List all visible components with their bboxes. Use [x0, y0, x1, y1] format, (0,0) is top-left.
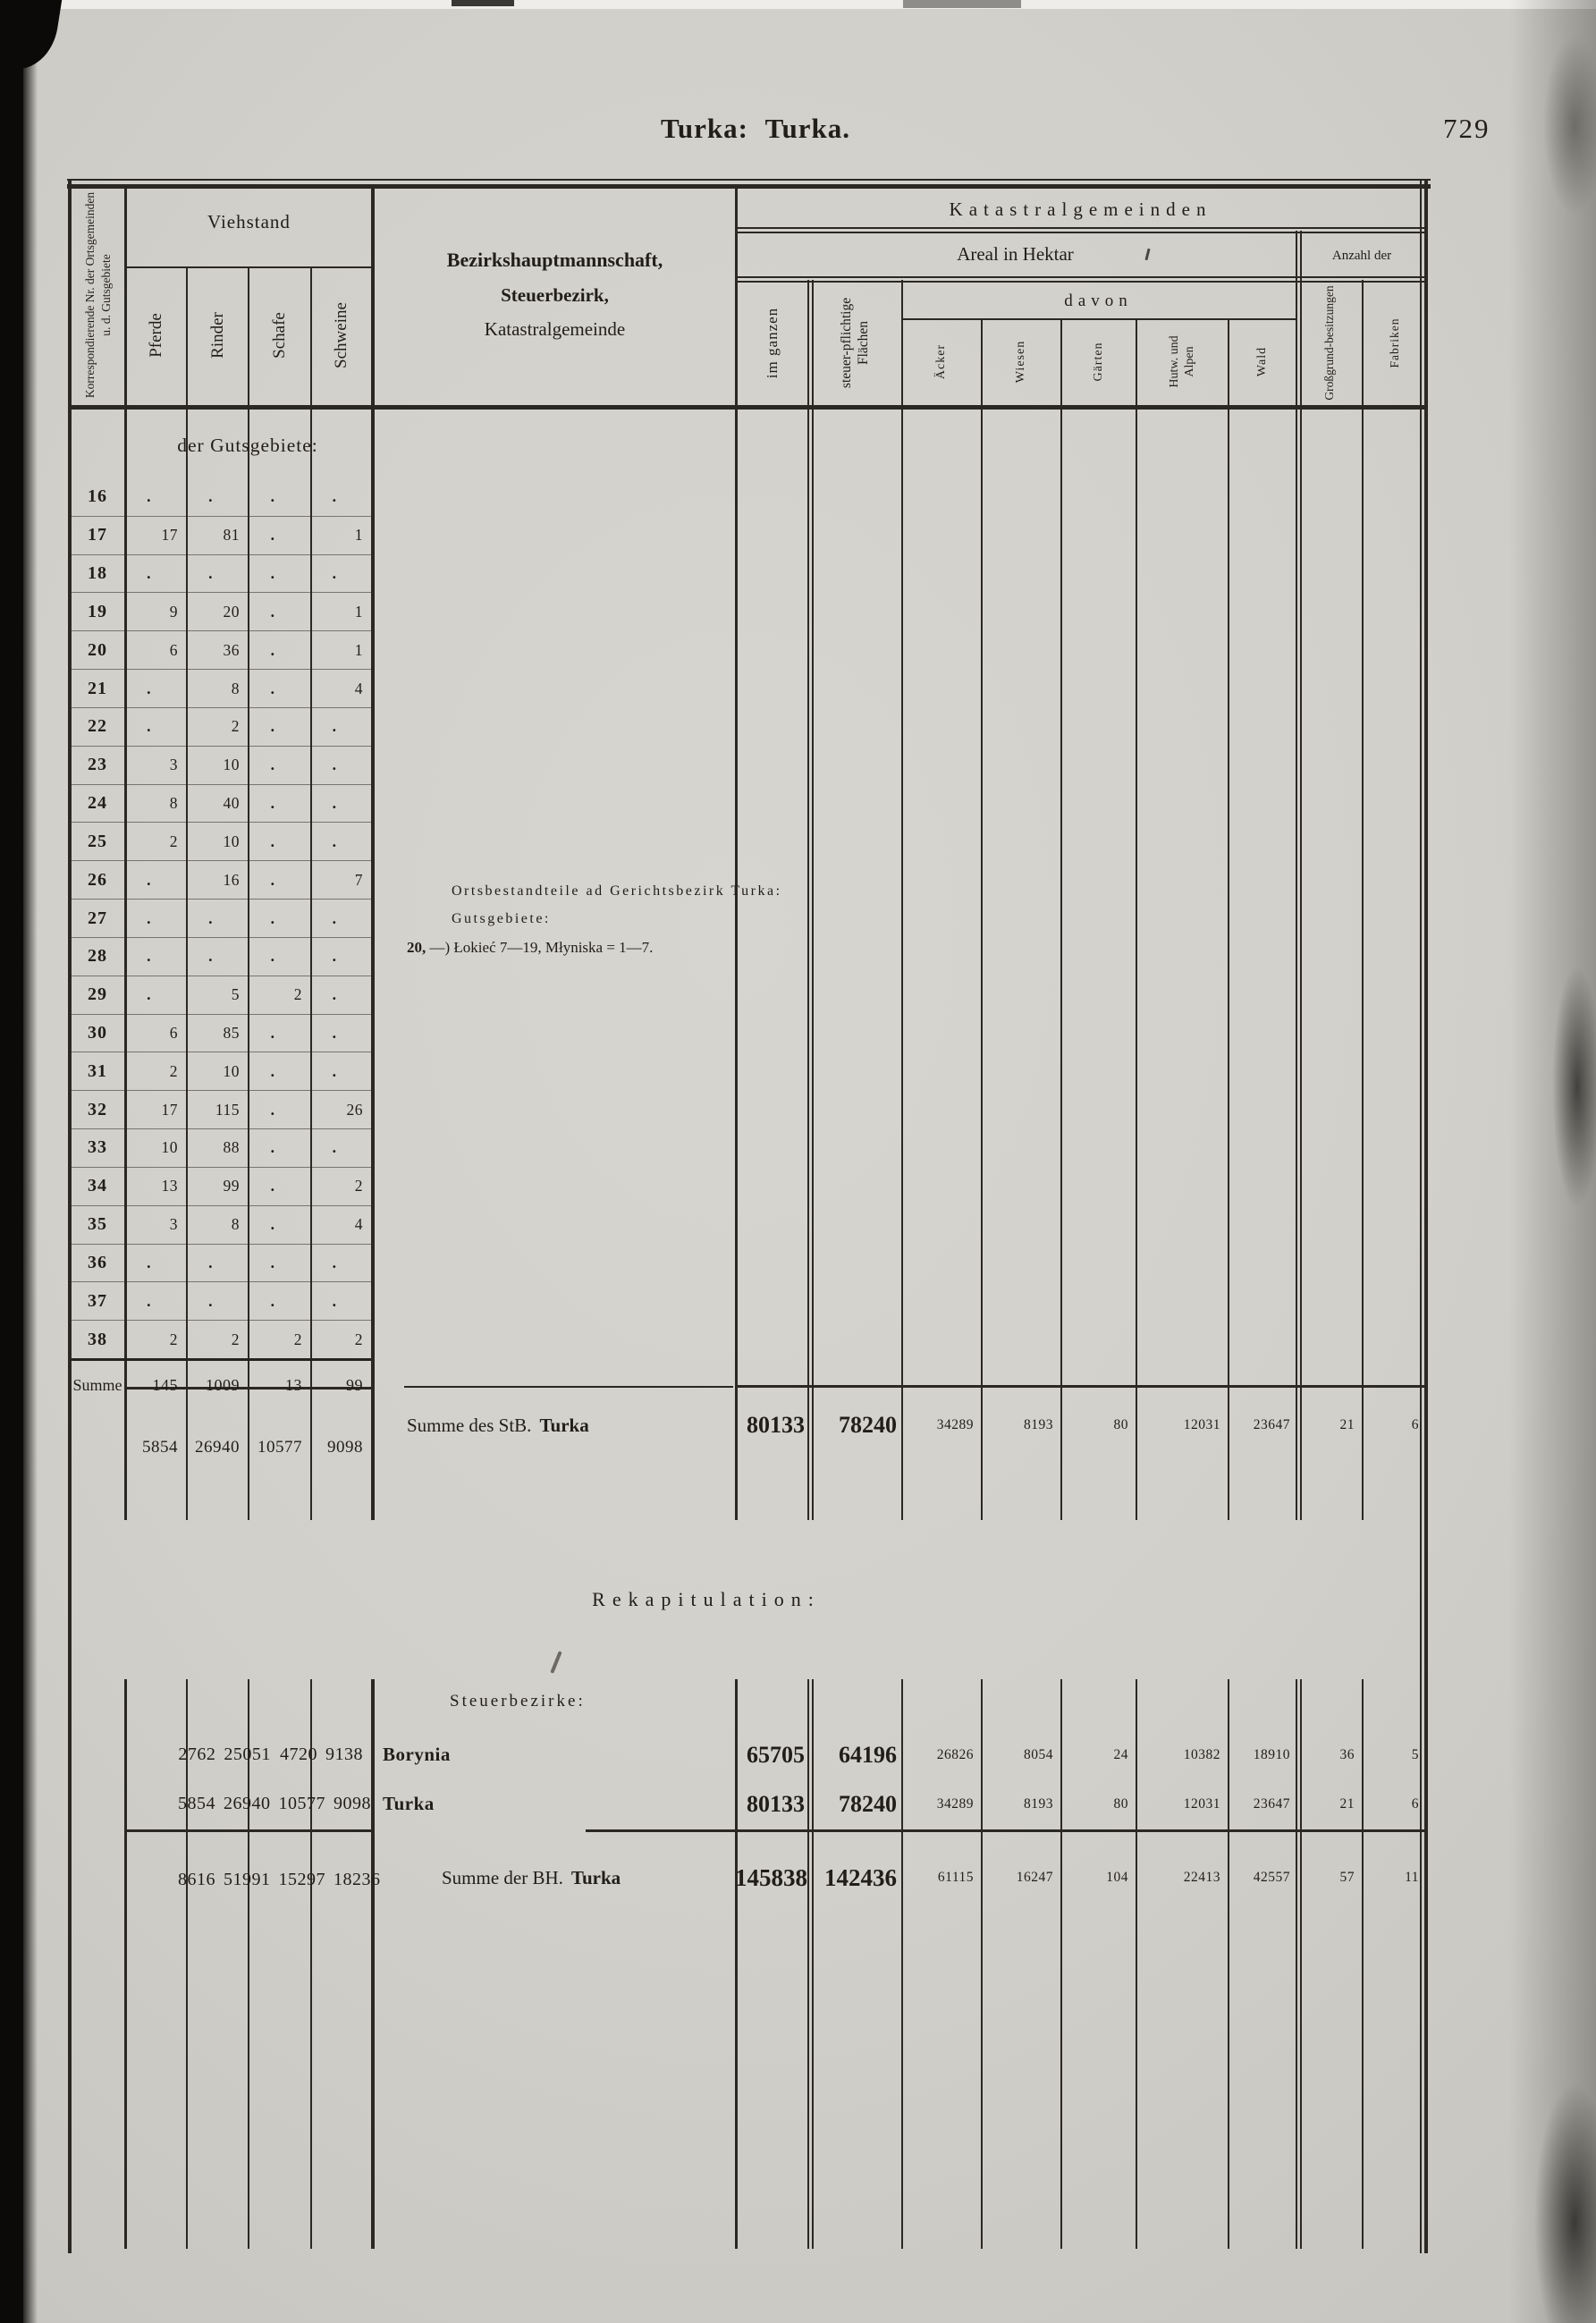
- row-number: 27: [88, 908, 107, 928]
- row-number: 31: [88, 1060, 107, 1081]
- steuerpflichtige-value: 64196: [839, 1741, 897, 1768]
- page-title-place: Turka.: [764, 113, 850, 144]
- rinder-column-header: Rinder: [207, 312, 227, 359]
- stb-livestock-row: [71, 1422, 371, 1474]
- rinder-value: 81: [223, 526, 240, 545]
- pferde-value: .: [147, 717, 151, 736]
- table-row: [71, 747, 371, 785]
- wiesen-column-header: Wiesen: [1014, 340, 1027, 384]
- row-number: 18: [88, 563, 107, 584]
- schafe-value: .: [270, 602, 275, 621]
- table-row: [71, 823, 371, 861]
- rinder-value: .: [208, 1253, 213, 1271]
- pferde-value: .: [147, 908, 151, 927]
- schweine-value: 26: [346, 1100, 363, 1119]
- im-ganzen-value: 65705: [747, 1741, 805, 1768]
- schafe-value: .: [270, 756, 275, 774]
- rule: [71, 405, 1426, 410]
- rinder-value: 10: [223, 832, 240, 850]
- table-row: [71, 517, 371, 555]
- row-number: 23: [88, 755, 107, 775]
- stb-summary-label-prefix: Summe des StB.: [407, 1414, 532, 1436]
- stb-rinder: 26940: [195, 1438, 240, 1457]
- schafe-value: .: [270, 832, 275, 850]
- wiesen-value: 8193: [1024, 1795, 1053, 1812]
- aecker-value: 34289: [936, 1795, 974, 1812]
- grossgrund-value: 36: [1339, 1746, 1355, 1762]
- schweine-value: .: [332, 794, 337, 813]
- bh-total-areal-row: [735, 1836, 1426, 1920]
- scan-smudge: [1552, 966, 1596, 1207]
- rinder-value: 99: [223, 1177, 240, 1195]
- schafe-value: .: [270, 1024, 275, 1042]
- stb-grossgrund: 21: [1339, 1417, 1355, 1432]
- rule: [67, 179, 1431, 181]
- table-row: [71, 1168, 371, 1206]
- schafe-value: .: [270, 794, 275, 813]
- table-row: [71, 1206, 371, 1245]
- main-column-header-line1: Bezirkshauptmannschaft,: [446, 249, 663, 271]
- stb-areal-row: [735, 1399, 1426, 1451]
- schafe-value: .: [270, 1061, 275, 1080]
- stb-im-ganzen: 80133: [747, 1412, 805, 1438]
- table-row: [71, 976, 371, 1015]
- pferde-value: .: [147, 1253, 151, 1271]
- rule: [371, 184, 375, 1520]
- stb-wald: 23647: [1253, 1417, 1290, 1432]
- table-row: [71, 785, 371, 824]
- schweine-total: 18236: [334, 1869, 381, 1889]
- pferde-value: 5854: [178, 1794, 215, 1813]
- schweine-value: 4: [354, 679, 363, 697]
- schweine-value: 1: [354, 526, 363, 545]
- row-number: 22: [88, 716, 107, 737]
- rinder-value: 8: [231, 679, 240, 697]
- schafe-value: .: [270, 526, 275, 545]
- rule: [1424, 179, 1428, 2253]
- table-row: [71, 938, 371, 976]
- summe-row: [71, 1361, 371, 1409]
- schafe-value: 2: [293, 1330, 302, 1348]
- rekap-areal-row: [735, 1730, 1426, 1779]
- table-row: [71, 593, 371, 631]
- pencil-mark: [550, 1651, 562, 1674]
- schweine-value: .: [332, 1024, 337, 1042]
- summe-schafe: 13: [285, 1375, 302, 1394]
- bh-total-livestock-row: [124, 1834, 381, 1922]
- schafe-value: .: [270, 679, 275, 697]
- rule: [1362, 280, 1364, 1520]
- pferde-value: .: [147, 564, 151, 583]
- wald-total: 42557: [1253, 1870, 1290, 1885]
- pferde-value: 2: [169, 1330, 178, 1348]
- aecker-total: 61115: [937, 1870, 974, 1885]
- steuerpflichtige-flaechen-column-header: steuer-pflichtige Flächen: [838, 297, 871, 389]
- bh-total-label-prefix: Summe der BH.: [442, 1866, 563, 1888]
- schweine-value: .: [332, 756, 337, 774]
- row-number: 17: [88, 525, 107, 545]
- rule: [1296, 231, 1297, 1520]
- stb-pferde: 5854: [142, 1438, 178, 1457]
- rinder-value: 115: [215, 1100, 240, 1119]
- grossgrund-total: 57: [1339, 1870, 1355, 1885]
- rule: [1420, 179, 1422, 2253]
- main-column-header-line2: Steuerbezirk,: [501, 284, 609, 306]
- davon-header: davon: [1064, 291, 1133, 310]
- rinder-value: 2: [231, 717, 240, 736]
- row-number: 30: [88, 1023, 107, 1043]
- scan-artifact: [903, 0, 1021, 8]
- schweine-value: 7: [354, 870, 363, 889]
- rekap-livestock-row: [124, 1779, 371, 1829]
- rekap-areal-values: [735, 1730, 1426, 1829]
- areal-in-hektar-header: Areal in Hektar: [957, 243, 1074, 265]
- rinder-value: 85: [223, 1024, 240, 1042]
- pferde-total: 8616: [178, 1869, 215, 1889]
- schafe-value: .: [270, 487, 275, 506]
- wiesen-total: 16247: [1016, 1870, 1053, 1885]
- schafe-value: .: [270, 1138, 275, 1157]
- schweine-value: .: [332, 908, 337, 927]
- gaerten-column-header: Gärten: [1091, 342, 1105, 382]
- scan-edge-top: [0, 0, 1596, 9]
- korresp-nr-column-header: Korrespondierende Nr. der Ortsgemeinden u. d. Gutsgebiete: [83, 191, 113, 399]
- schweine-value: .: [332, 564, 337, 583]
- note-line1: Ortsbestandteile ad Gerichtsbezirk Turka:: [452, 883, 782, 899]
- hutweiden-value: 10382: [1183, 1746, 1220, 1762]
- rule: [901, 280, 903, 1520]
- stb-summary-label-name: Turka: [539, 1414, 589, 1436]
- fabriken-column-header: Fabriken: [1388, 317, 1401, 368]
- schweine-value: .: [332, 1253, 337, 1271]
- rule: [735, 276, 1296, 283]
- table-row: [71, 861, 371, 900]
- table-row: [71, 478, 371, 517]
- rekap-livestock-values: [124, 1730, 371, 1829]
- schweine-value: 9138: [325, 1744, 363, 1764]
- schafe-column-header: Schafe: [270, 312, 289, 359]
- schweine-value: .: [332, 947, 337, 966]
- row-number: 34: [88, 1176, 107, 1196]
- schweine-value: .: [332, 1138, 337, 1157]
- table-row: [71, 1321, 371, 1361]
- wiesen-value: 8054: [1024, 1746, 1053, 1762]
- main-column-header-line3: Katastralgemeinde: [484, 318, 626, 340]
- anzahl-der-header: Anzahl der: [1331, 249, 1392, 263]
- livestock-table: [71, 413, 371, 1474]
- ortsbestandteile-note: [407, 883, 782, 968]
- rinder-value: 8: [231, 1215, 240, 1234]
- rule: [807, 280, 809, 1520]
- pferde-value: 6: [169, 640, 178, 659]
- wald-value: 23647: [1253, 1795, 1290, 1812]
- table-row: [71, 631, 371, 670]
- rinder-value: 20: [223, 602, 240, 621]
- bh-total-label-name: Turka: [570, 1866, 621, 1888]
- steuerbezirk-name: Turka: [383, 1793, 435, 1814]
- schafe-value: .: [270, 640, 275, 659]
- section-heading: der Gutsgebiete:: [177, 435, 318, 456]
- aecker-value: 26826: [936, 1746, 974, 1762]
- table-row: [71, 708, 371, 747]
- stb-gaerten: 80: [1113, 1417, 1128, 1432]
- rekap-areal-row: [735, 1779, 1426, 1829]
- stb-wiesen: 8193: [1024, 1417, 1053, 1432]
- table-row: [71, 1015, 371, 1053]
- row-number: 32: [88, 1099, 107, 1119]
- schafe-value: .: [270, 717, 275, 736]
- table-row: [71, 1282, 371, 1321]
- schafe-value: .: [270, 947, 275, 966]
- scan-corner-blot: [0, 0, 63, 75]
- pferde-value: 10: [161, 1138, 178, 1157]
- pferde-value: .: [147, 487, 151, 506]
- row-number: 19: [88, 601, 107, 621]
- rinder-value: 40: [223, 794, 240, 813]
- pferde-value: 13: [161, 1177, 178, 1195]
- schweine-value: .: [332, 487, 337, 506]
- hutweiden-value: 12031: [1183, 1795, 1220, 1812]
- row-number: 20: [88, 639, 107, 660]
- schafe-value: .: [270, 1100, 275, 1119]
- steuerpflichtige-total: 142436: [824, 1863, 897, 1891]
- rule: [735, 227, 1426, 233]
- rule: [1136, 320, 1137, 1520]
- table-row: [71, 1052, 371, 1091]
- rinder-value: 25051: [224, 1744, 271, 1764]
- note-line3-number: 20,: [407, 939, 426, 956]
- pferde-value: 3: [169, 756, 178, 774]
- pferde-value: 3: [169, 1215, 178, 1234]
- stb-schweine: 9098: [327, 1438, 363, 1457]
- table-row: [71, 1129, 371, 1168]
- fabriken-value: 5: [1411, 1746, 1419, 1762]
- rinder-value: 88: [223, 1138, 240, 1157]
- schafe-value: .: [270, 564, 275, 583]
- table-row: [71, 900, 371, 938]
- grossgrundbesitzungen-column-header: Großgrund-besitzungen: [1322, 285, 1336, 401]
- row-number: 24: [88, 793, 107, 814]
- rule: [981, 320, 983, 1520]
- stb-schafe: 10577: [258, 1438, 302, 1457]
- rekap-livestock-row: [124, 1730, 371, 1779]
- bh-total-livestock: [124, 1834, 381, 1922]
- steuerbezirk-name: Borynia: [383, 1744, 451, 1765]
- summe-label: Summe: [72, 1375, 122, 1394]
- schweine-value: .: [332, 717, 337, 736]
- row-number: 26: [88, 869, 107, 890]
- summe-pferde: 145: [152, 1375, 178, 1394]
- row-number: 37: [88, 1290, 107, 1311]
- schafe-value: .: [270, 1177, 275, 1195]
- pferde-value: .: [147, 985, 151, 1004]
- rinder-value: 26940: [224, 1794, 271, 1813]
- rinder-value: 36: [223, 640, 240, 659]
- rule: [67, 184, 1431, 189]
- schafe-value: 10577: [278, 1794, 325, 1813]
- schweine-column-header: Schweine: [332, 302, 350, 368]
- bh-total-label: [442, 1834, 621, 1922]
- rule: [1300, 231, 1302, 1520]
- hutweiden-alpen-column-header: Hutw. und Alpen: [1167, 335, 1196, 388]
- scan-edge-left: [0, 0, 23, 2323]
- rule: [812, 280, 814, 1520]
- schafe-value: 4720: [280, 1744, 317, 1764]
- schweine-value: .: [332, 832, 337, 850]
- rekapitulation-heading: Rekapitulation:: [592, 1588, 821, 1610]
- schweine-value: 9098: [334, 1794, 371, 1813]
- schweine-value: .: [332, 985, 337, 1004]
- grossgrund-value: 21: [1339, 1795, 1355, 1812]
- schweine-value: 4: [354, 1215, 363, 1234]
- section-heading-row: [71, 413, 371, 478]
- scan-edge-left-fade: [23, 0, 38, 2323]
- row-number: 29: [88, 984, 107, 1005]
- pferde-column-header: Pferde: [146, 313, 165, 358]
- schafe-value: .: [270, 1253, 275, 1271]
- note-line2: Gutsgebiete:: [452, 911, 551, 926]
- summe-rinder: 1009: [206, 1375, 240, 1394]
- schweine-value: .: [332, 1061, 337, 1080]
- row-number: 28: [88, 946, 107, 967]
- aecker-column-header: Äcker: [934, 343, 948, 380]
- pferde-value: 17: [161, 526, 178, 545]
- wald-column-header: Wald: [1254, 346, 1269, 377]
- stb-hutweiden: 12031: [1183, 1417, 1220, 1432]
- rinder-value: 2: [231, 1330, 240, 1348]
- pferde-value: 2: [169, 832, 178, 850]
- rinder-value: 10: [223, 1061, 240, 1080]
- pferde-value: .: [147, 1291, 151, 1310]
- wald-value: 18910: [1253, 1746, 1290, 1762]
- im-ganzen-value: 80133: [747, 1790, 805, 1817]
- rekap-district-labels: [383, 1730, 597, 1829]
- katastralgemeinden-header: Katastralgemeinden: [949, 199, 1212, 220]
- page-number: 729: [1443, 113, 1490, 144]
- row-number: 33: [88, 1137, 107, 1158]
- rinder-value: .: [208, 1291, 213, 1310]
- schafe-value: .: [270, 908, 275, 927]
- schafe-value: .: [270, 870, 275, 889]
- stb-aecker: 34289: [936, 1417, 974, 1432]
- pferde-value: 2: [169, 1061, 178, 1080]
- schafe-value: .: [270, 1215, 275, 1234]
- table-row: [71, 555, 371, 594]
- row-number: 21: [88, 678, 107, 698]
- table-row: [71, 670, 371, 708]
- schweine-value: 2: [354, 1330, 363, 1348]
- gaerten-value: 80: [1113, 1795, 1128, 1812]
- rinder-value: 10: [223, 756, 240, 774]
- livestock-rows: [71, 478, 371, 1361]
- steuerbezirke-heading: Steuerbezirke:: [450, 1692, 586, 1711]
- gaerten-total: 104: [1106, 1870, 1128, 1885]
- scan-artifact: [452, 0, 514, 6]
- rinder-value: .: [208, 487, 213, 506]
- pferde-value: .: [147, 947, 151, 966]
- note-line3-text: —) Łokieć 7—19, Młyniska = 1—7.: [429, 939, 654, 956]
- rinder-value: .: [208, 908, 213, 927]
- fabriken-value: 6: [1411, 1795, 1419, 1812]
- schweine-value: 2: [354, 1177, 363, 1195]
- stb-fabriken: 6: [1411, 1417, 1419, 1432]
- row-number: 25: [88, 831, 107, 851]
- note-line3: [407, 939, 782, 957]
- hutweiden-total: 22413: [1183, 1870, 1220, 1885]
- row-number: 36: [88, 1252, 107, 1272]
- pferde-value: .: [147, 870, 151, 889]
- schweine-value: 1: [354, 640, 363, 659]
- pferde-value: 6: [169, 1024, 178, 1042]
- rinder-value: .: [208, 564, 213, 583]
- schafe-value: .: [270, 1291, 275, 1310]
- rule: [901, 318, 1296, 320]
- rinder-value: 16: [223, 870, 240, 889]
- schweine-value: .: [332, 1291, 337, 1310]
- pferde-value: 2762: [178, 1744, 216, 1764]
- fabriken-total: 11: [1405, 1870, 1419, 1885]
- rule: [735, 1385, 1426, 1388]
- im-ganzen-column-header: im ganzen: [764, 307, 781, 379]
- pferde-value: 17: [161, 1100, 178, 1119]
- rule: [1060, 320, 1062, 1520]
- rule: [1228, 320, 1229, 1520]
- schweine-value: 1: [354, 602, 363, 621]
- rinder-value: .: [208, 947, 213, 966]
- stb-steuerpflichtige: 78240: [839, 1412, 897, 1438]
- schafe-value: 2: [293, 985, 302, 1004]
- pferde-value: 8: [169, 794, 178, 813]
- table-row: [71, 1245, 371, 1283]
- table-row: [71, 1091, 371, 1129]
- stb-summary-label: [407, 1399, 589, 1451]
- summe-schweine: 99: [346, 1375, 363, 1394]
- im-ganzen-total: 145838: [735, 1863, 807, 1891]
- rule: [371, 1679, 375, 2249]
- pferde-value: .: [147, 679, 151, 697]
- rinder-value: 5: [231, 985, 240, 1004]
- rule: [404, 1386, 733, 1388]
- row-number: 35: [88, 1214, 107, 1235]
- page-title-district: Turka:: [661, 113, 748, 144]
- viehstand-header: Viehstand: [207, 211, 291, 232]
- row-number: 38: [88, 1329, 107, 1349]
- schafe-total: 15297: [278, 1869, 325, 1889]
- pferde-value: 9: [169, 602, 178, 621]
- page-title: [536, 113, 975, 145]
- gaerten-value: 24: [1113, 1746, 1128, 1762]
- rinder-total: 51991: [224, 1869, 271, 1889]
- row-number: 16: [88, 486, 107, 507]
- steuerpflichtige-value: 78240: [839, 1790, 897, 1817]
